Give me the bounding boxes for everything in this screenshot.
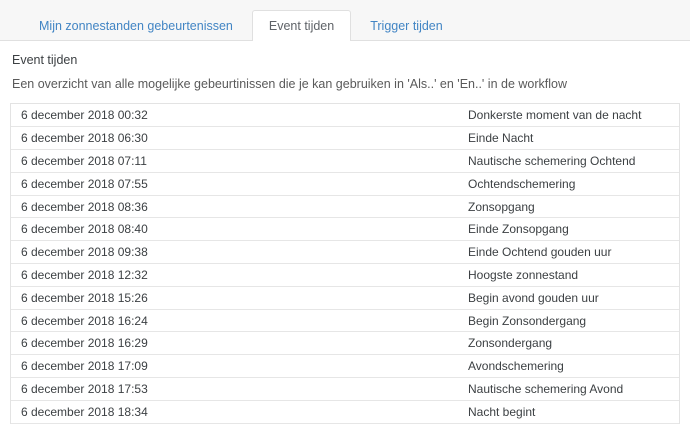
cell-time: 6 december 2018 18:34	[11, 400, 458, 423]
cell-event-name: Einde Ochtend gouden uur	[458, 241, 679, 264]
table-row[interactable]	[11, 150, 679, 173]
cell-time: 6 december 2018 08:40	[11, 218, 458, 241]
cell-time: 6 december 2018 07:11	[11, 150, 458, 173]
page-description: Een overzicht van alle mogelijke gebeurtinissen die je kan gebruiken in 'Als..' en 'En..' in de workflow	[12, 77, 567, 91]
cell-time: 6 december 2018 09:38	[11, 241, 458, 264]
table-body	[11, 104, 679, 423]
tab-label: Mijn zonnestanden gebeurtenissen	[39, 19, 233, 33]
cell-event-name: Nautische schemering Ochtend	[458, 150, 679, 173]
table-row[interactable]	[11, 332, 679, 355]
table-row[interactable]	[11, 127, 679, 150]
table-row[interactable]	[11, 241, 679, 264]
cell-time: 6 december 2018 17:53	[11, 378, 458, 401]
cell-event-name: Ochtendschemering	[458, 172, 679, 195]
cell-event-name: Hoogste zonnestand	[458, 264, 679, 287]
table-row[interactable]	[11, 172, 679, 195]
tab-bar	[0, 0, 690, 41]
table-row[interactable]	[11, 400, 679, 423]
table-row[interactable]	[11, 264, 679, 287]
table-row[interactable]	[11, 378, 679, 401]
table-row[interactable]	[11, 355, 679, 378]
cell-event-name: Avondschemering	[458, 355, 679, 378]
cell-event-name: Begin Zonsondergang	[458, 309, 679, 332]
cell-event-name: Begin avond gouden uur	[458, 286, 679, 309]
page-title: Event tijden	[12, 53, 78, 67]
main-content	[0, 41, 690, 424]
table-row[interactable]	[11, 195, 679, 218]
cell-time: 6 december 2018 15:26	[11, 286, 458, 309]
cell-time: 6 december 2018 12:32	[11, 264, 458, 287]
cell-event-name: Einde Zonsopgang	[458, 218, 679, 241]
cell-time: 6 december 2018 08:36	[11, 195, 458, 218]
table-row[interactable]	[11, 309, 679, 332]
cell-time: 6 december 2018 17:09	[11, 355, 458, 378]
table-row[interactable]	[11, 286, 679, 309]
cell-event-name: Zonsondergang	[458, 332, 679, 355]
tab-mijn-zonnestanden-gebeurtenissen[interactable]	[22, 10, 250, 41]
table-row[interactable]	[11, 218, 679, 241]
cell-time: 6 december 2018 00:32	[11, 104, 458, 127]
cell-event-name: Donkerste moment van de nacht	[458, 104, 679, 127]
tab-label: Trigger tijden	[370, 19, 443, 33]
cell-time: 6 december 2018 16:29	[11, 332, 458, 355]
cell-event-name: Zonsopgang	[458, 195, 679, 218]
cell-event-name: Einde Nacht	[458, 127, 679, 150]
cell-time: 6 december 2018 06:30	[11, 127, 458, 150]
tab-trigger-tijden[interactable]	[353, 10, 460, 41]
tab-label: Event tijden	[268, 19, 335, 33]
event-times-table	[10, 103, 680, 424]
cell-time: 6 december 2018 07:55	[11, 172, 458, 195]
cell-event-name: Nacht begint	[458, 400, 679, 423]
table-row[interactable]	[11, 104, 679, 127]
tab-event-tijden[interactable]	[252, 10, 351, 41]
cell-event-name: Nautische schemering Avond	[458, 378, 679, 401]
cell-time: 6 december 2018 16:24	[11, 309, 458, 332]
